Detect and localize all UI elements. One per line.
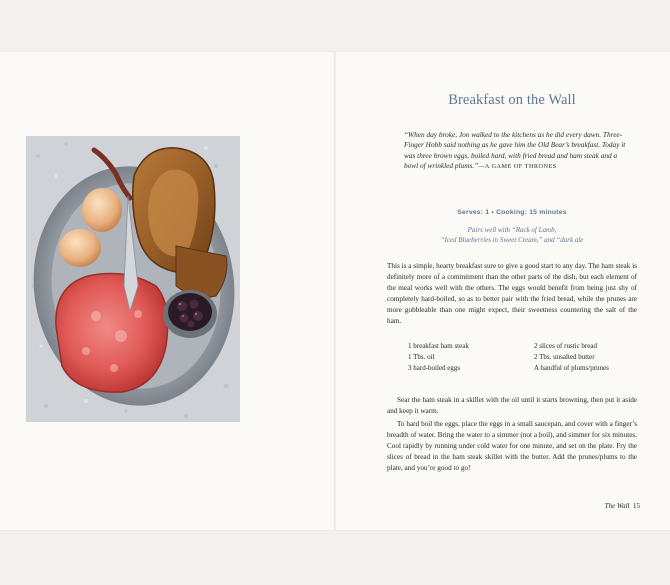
footer-section-name: The Wall [604, 502, 630, 510]
breakfast-photo [26, 136, 240, 422]
ingredient-item: 2 slices of rustic bread [534, 342, 597, 350]
recipe-title: Breakfast on the Wall [448, 92, 576, 108]
epigraph-text: “When day broke, Jon walked to the kitchens as he did every dawn. Three-Finger Hobb said nothing as he gave him the Old Bear’s breakfast. Today it was three brown eggs, boiled hard, with fried bread and ham steak and a bowl of wrinkled plums.” [404, 130, 626, 171]
ingredient-item: 1 breakfast ham steak [408, 342, 469, 350]
pairs-line-2: “Iced Blueberries in Sweet Cream,” and “dark ale [440, 236, 584, 245]
ingredient-item: 2 Tbs. unsalted butter [534, 352, 595, 361]
ingredient-row [408, 363, 618, 374]
epigraph-attribution: —A GAME OF THRONES [478, 163, 557, 171]
book-spread [0, 52, 670, 530]
ingredient-item: A handful of plums/prunes [534, 363, 609, 372]
ingredient-row [408, 352, 618, 363]
epigraph-quote [404, 130, 632, 172]
ingredient-item: 3 hard-boiled eggs [408, 363, 461, 372]
pairs-well-with [384, 225, 640, 246]
breakfast-illustration [26, 136, 240, 422]
serves-cooking-line: Serves: 1 • Cooking: 15 minutes [457, 209, 567, 216]
ingredient-row [408, 341, 618, 352]
page-footer [605, 502, 640, 510]
recipe-page [384, 52, 640, 530]
ingredients-list [408, 341, 618, 374]
recipe-intro: This is a simple, hearty breakfast sure to give a good start to any day. The ham steak is definitely more of a commitment than the other parts of the dish, but each element of the meal works well with the others. The eggs would benefit from being just shy of completely hard-boiled, so as to better pair with the fried bread, while the prunes are more gobbleable than one might expect, their sweetness countering the salt of the ham. [387, 262, 637, 326]
instruction-step-2: To hard boil the eggs, place the eggs in a small saucepan, and cover with a finger’s breadth of water. Bring the water to a simmer (not a boil), and simmer for six minutes. Cool rapidly by running under cold water for one minute, and set on the plate. Fry the slices of bread in the ham steak skillet with the butter. Add the prunes/plums to the plate, and you’re good to go! [387, 420, 637, 473]
instruction-step-1: Sear the ham steak in a skillet with the oil until it starts browning, then put it aside and keep it warm. [387, 396, 637, 416]
pairs-line-1: Pairs well with “Rack of Lamb, [467, 226, 557, 234]
page-number: 15 [633, 502, 640, 510]
ingredient-item: 1 Tbs. oil [408, 352, 435, 361]
book-gutter [334, 52, 336, 530]
